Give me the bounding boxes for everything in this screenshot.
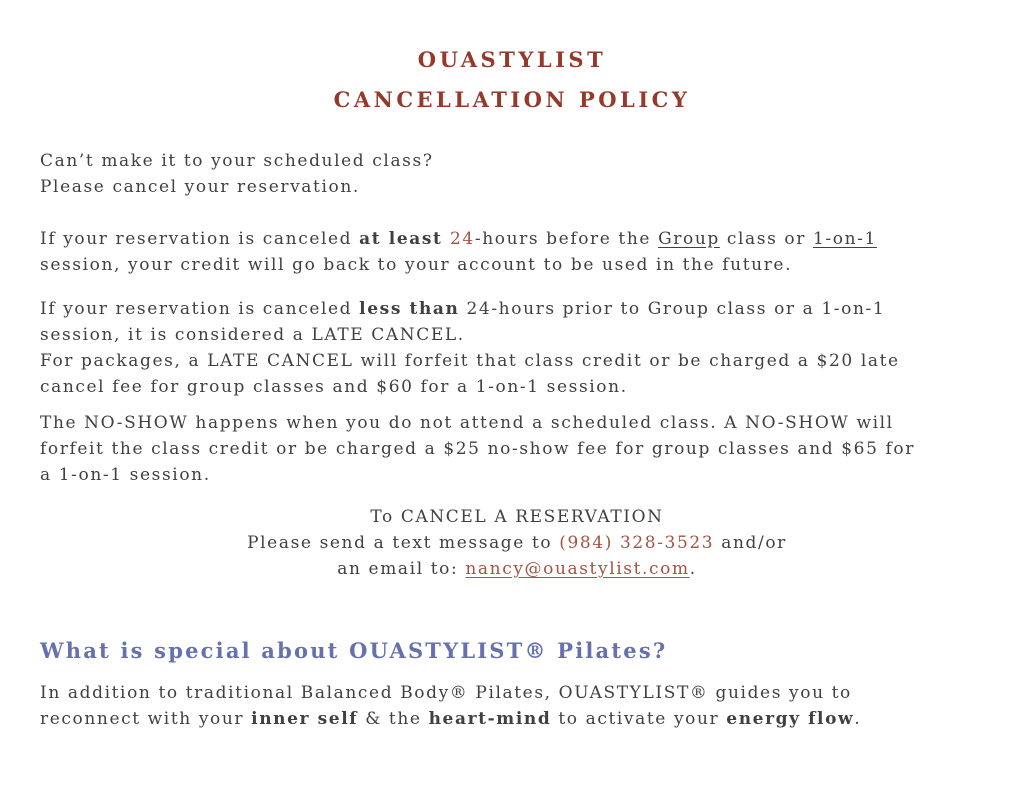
no-show-line-2: forfeit the class credit or be charged a $25 no-show fee for group classes and $65 for xyxy=(40,439,915,459)
cancel-reservation-block xyxy=(40,504,994,582)
cancel-reservation-heading: To CANCEL A RESERVATION xyxy=(370,507,664,527)
text-segment: an email to: xyxy=(337,559,466,579)
special-paragraph xyxy=(40,680,994,732)
intro-line-1: Can’t make it to your scheduled class? xyxy=(40,151,434,171)
special-line-2 xyxy=(40,706,994,732)
text-segment: 24-hours prior to Group class or a 1-on-1 xyxy=(459,299,886,319)
late-cancel-line-2: session, it is considered a LATE CANCEL. xyxy=(40,325,465,345)
phone-number: (984) 328-3523 xyxy=(559,533,715,553)
text-segment: -hours before the xyxy=(474,229,659,249)
no-show-line-3: a 1-on-1 session. xyxy=(40,465,211,485)
text-segment: . xyxy=(854,709,862,729)
text-segment: Please send a text message to xyxy=(247,533,560,553)
text-segment: & the xyxy=(358,709,429,729)
late-cancel-line-4: cancel fee for group classes and $60 for a 1-on-1 session. xyxy=(40,377,628,397)
special-line-1: In addition to traditional Balanced Body® Pilates, OUASTYLIST® guides you to xyxy=(40,683,852,703)
late-cancel-line-1 xyxy=(40,296,994,322)
special-section-heading: What is special about OUASTYLIST® Pilates? xyxy=(40,638,668,663)
no-show-paragraph xyxy=(40,410,994,488)
advance-cancel-line-1 xyxy=(40,226,994,252)
text-segment: class or xyxy=(719,229,813,249)
advance-cancel-paragraph xyxy=(40,226,994,278)
hours-24-accent-text: 24 xyxy=(450,229,475,249)
document-header xyxy=(0,0,1024,120)
email-link[interactable]: nancy@ouastylist.com xyxy=(465,559,690,579)
text-segment: . xyxy=(689,559,697,579)
advance-cancel-line-2: session, your credit will go back to your account to be used in the future. xyxy=(40,255,793,275)
at-least-bold-text: at least xyxy=(359,229,450,249)
group-underlined-text: Group xyxy=(658,229,720,249)
text-segment: to activate your xyxy=(551,709,727,729)
energy-flow-bold-text: energy flow xyxy=(726,709,855,729)
policy-body xyxy=(0,148,1024,732)
late-cancel-line-3: For packages, a LATE CANCEL will forfeit that class credit or be charged a $20 late xyxy=(40,351,900,371)
less-than-bold-text: less than xyxy=(359,299,460,319)
intro-line-2: Please cancel your reservation. xyxy=(40,177,360,197)
text-segment: If your reservation is canceled xyxy=(40,229,360,249)
document-title: CANCELLATION POLICY xyxy=(333,87,691,112)
brand-name: OUASTYLIST xyxy=(417,47,607,72)
heart-mind-bold-text: heart-mind xyxy=(428,709,552,729)
late-cancel-paragraph xyxy=(40,296,994,400)
text-segment: and/or xyxy=(714,533,787,553)
contact-email-line xyxy=(40,556,994,582)
text-segment: reconnect with your xyxy=(40,709,252,729)
intro-paragraph xyxy=(40,148,994,200)
text-segment: If your reservation is canceled xyxy=(40,299,360,319)
inner-self-bold-text: inner self xyxy=(251,709,359,729)
contact-phone-line xyxy=(40,530,994,556)
no-show-line-1: The NO-SHOW happens when you do not attend a scheduled class. A NO-SHOW will xyxy=(40,413,894,433)
one-on-one-underlined-text: 1-on-1 xyxy=(813,229,877,249)
